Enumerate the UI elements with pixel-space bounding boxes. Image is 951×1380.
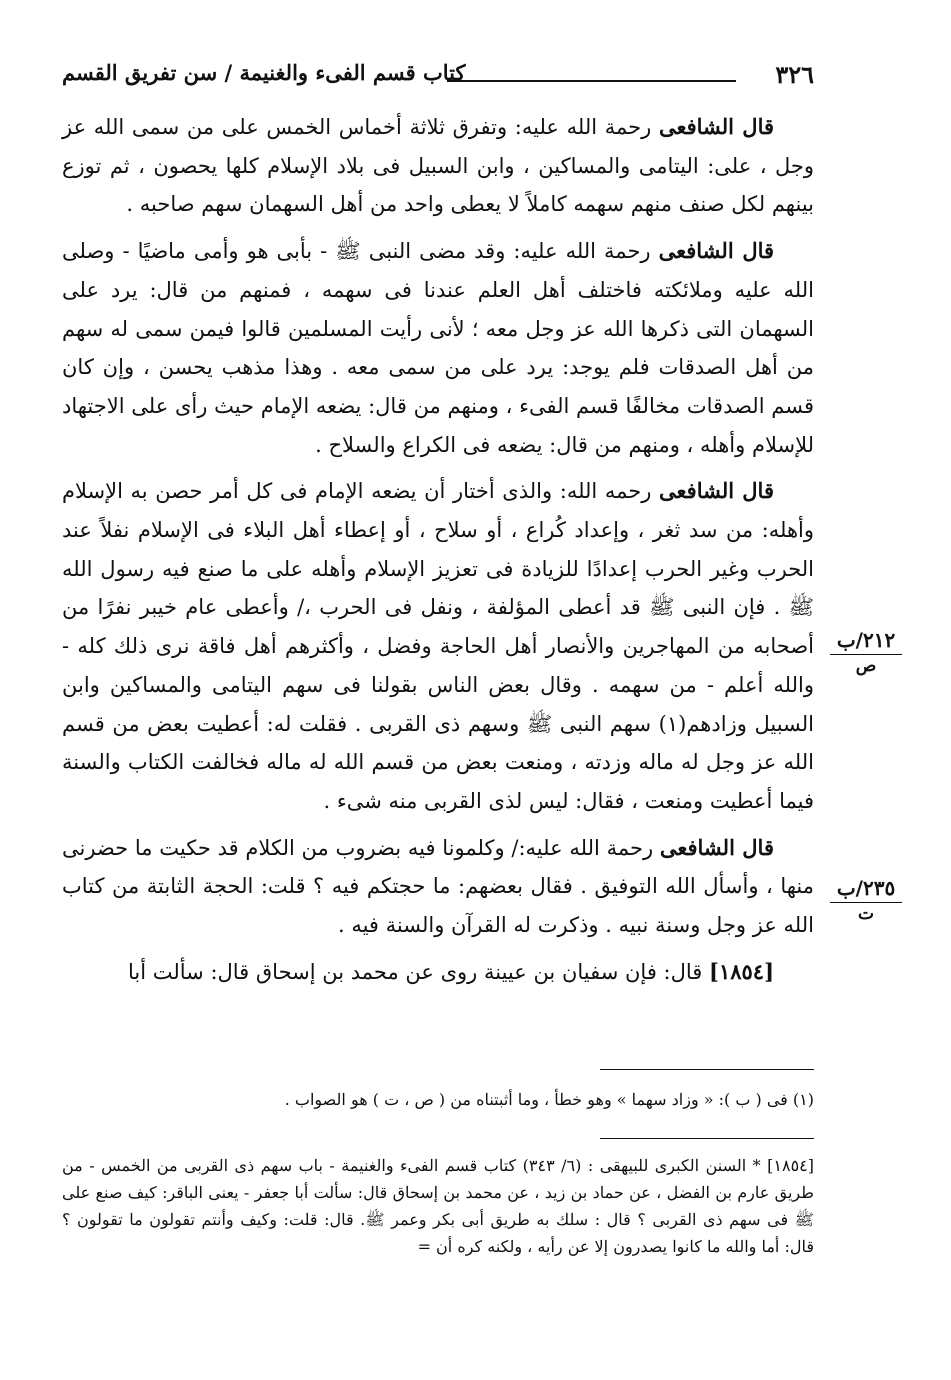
- paragraph-text: رحمه الله: والذى أختار أن يضعه الإمام فى كل أمر حصن به الإسلام وأهله: من سد ثغر ، وإعداد كُراع ، أو سلاح ، أو إعطاء أهل البلاء فى الإسلام نفلاً عند الحرب وغير الحرب إعدادًا للزيادة فى تعزيز الإسلام وأهله على ما صنع فيه رسول الله ﷺ . فإن النبى ﷺ قد أعطى المؤلفة ، ونفل فى الحرب ،/ وأعطى عام خيبر نفرًا من أصحابه من المهاجرين والأنصار أهل الحاجة وفضل ، وأكثرهم أهل فاقة نرى ذلك كله - والله أعلم - من سهمه . وقال بعض الناس بقولنا فى سهم اليتامى والمساكين وابن السبيل وزادهم(١) سهم النبى ﷺ وسهم ذى القربى . فقلت له: أعطيت بعض من قسم الله عز وجل له ماله وزدته ، ومنعت بعض من قسم الله له ماله فخالفت الكتاب والسنة فيما أعطيت ومنعت ، فقال: ليس لذى القربى منه شىء .: [62, 479, 814, 813]
- manuscript-folio-note: [830, 876, 902, 924]
- paragraph: [62, 953, 814, 992]
- takhrij-text: [١٨٥٤] * السنن الكبرى للبيهقى : (٦/ ٣٤٣) كتاب قسم الفىء والغنيمة - باب سهم ذى القربى من الخمس - من طريق عارم بن الفضل ، عن حماد بن زيد ، عن محمد بن إسحاق قال: سألت أبا جعفر - يعنى الباقر: كيف صنع على ﷺ فى سهم ذى القربى ؟ قال : سلك به طريق أبى بكر وعمر ﷺ. قال: قلت: وكيف وأنتم تقولون ما تقولون ؟ قال: أما والله ما كانوا يصدرون إلا عن رأيه ، ولكنه كره أن =: [62, 1156, 814, 1256]
- manuscript-siglum: ت: [857, 904, 874, 924]
- paragraph-text: قال: فإن سفيان بن عيينة روى عن محمد بن إسحاق قال: سألت أبا: [128, 959, 709, 984]
- takhrij-footnote: [62, 1152, 814, 1260]
- folio-reference: ٢١٢/ب: [830, 628, 902, 655]
- takhrij-separator: [600, 1138, 814, 1139]
- manuscript-folio-note: [830, 628, 902, 676]
- running-title: كتاب قسم الفىء والغنيمة / سن تفريق القسم: [62, 60, 466, 85]
- speaker-label: قال الشافعى: [659, 834, 774, 860]
- folio-reference: ٢٣٥/ب: [830, 876, 902, 903]
- paragraph: [62, 472, 814, 820]
- header-rule: [447, 80, 736, 82]
- paragraph: [62, 232, 814, 464]
- footnote-text: (١) فى ( ب ): « وزاد سهما » وهو خطأ ، وما أثبتناه من ( ص ، ت ) هو الصواب .: [284, 1090, 814, 1109]
- speaker-label: قال الشافعى: [659, 478, 774, 504]
- paragraph: [62, 829, 814, 945]
- main-text: [62, 108, 814, 999]
- paragraph-text: رحمة الله عليه: وقد مضى النبى ﷺ - بأبى هو وأمى ماضيًا - وصلى الله عليه وملائكته فاختلف أهل العلم عندنا فى سهمه ، فمنهم من قال: يرد على السهمان التى ذكرها الله عز وجل معه ؛ لأنى رأيت المسلمين قالوا فيمن سمى له سهم من أهل الصدقات فلم يوجد: يرد على من سمى معه . وهذا مذهب يحسن ، وإن كان قسم الصدقات مخالفًا قسم الفىء ، ومنهم من قال: يضعه الإمام حيث رأى على الاجتهاد للإسلام وأهله ، ومنهم من قال: يضعه فى الكراع والسلاح .: [62, 239, 814, 457]
- footnote-separator: [600, 1069, 814, 1070]
- hadith-number: [١٨٥٤]: [709, 958, 774, 984]
- page-number: ٣٢٦: [775, 60, 814, 89]
- speaker-label: قال الشافعى: [658, 238, 775, 264]
- speaker-label: قال الشافعى: [658, 114, 775, 139]
- variant-footnote: [62, 1086, 814, 1113]
- manuscript-siglum: ص: [855, 656, 877, 676]
- paragraph-text: رحمة الله عليه:/ وكلمونا فيه بضروب من الكلام قد حكيت ما حضرنى منها ، وأسأل الله التوفيق . فقال بعضهم: ما حجتكم فيه ؟ قلت: الحجة الثابتة من كتاب الله عز وجل وسنة نبيه . وذكرت له القرآن والسنة فيه .: [62, 835, 814, 938]
- paragraph-text: رحمة الله عليه: وتفرق ثلاثة أخماس الخمس على من سمى الله عز وجل ، على: اليتامى والمساكين ، وابن السبيل فى بلاد الإسلام كلها يحصون ، ثم توزع بينهم لكل صنف منهم سهمه كاملاً لا يعطى واحد من أهل السهمان سهم صاحبه .: [62, 115, 814, 217]
- page-header: [62, 58, 814, 98]
- paragraph: [62, 108, 814, 224]
